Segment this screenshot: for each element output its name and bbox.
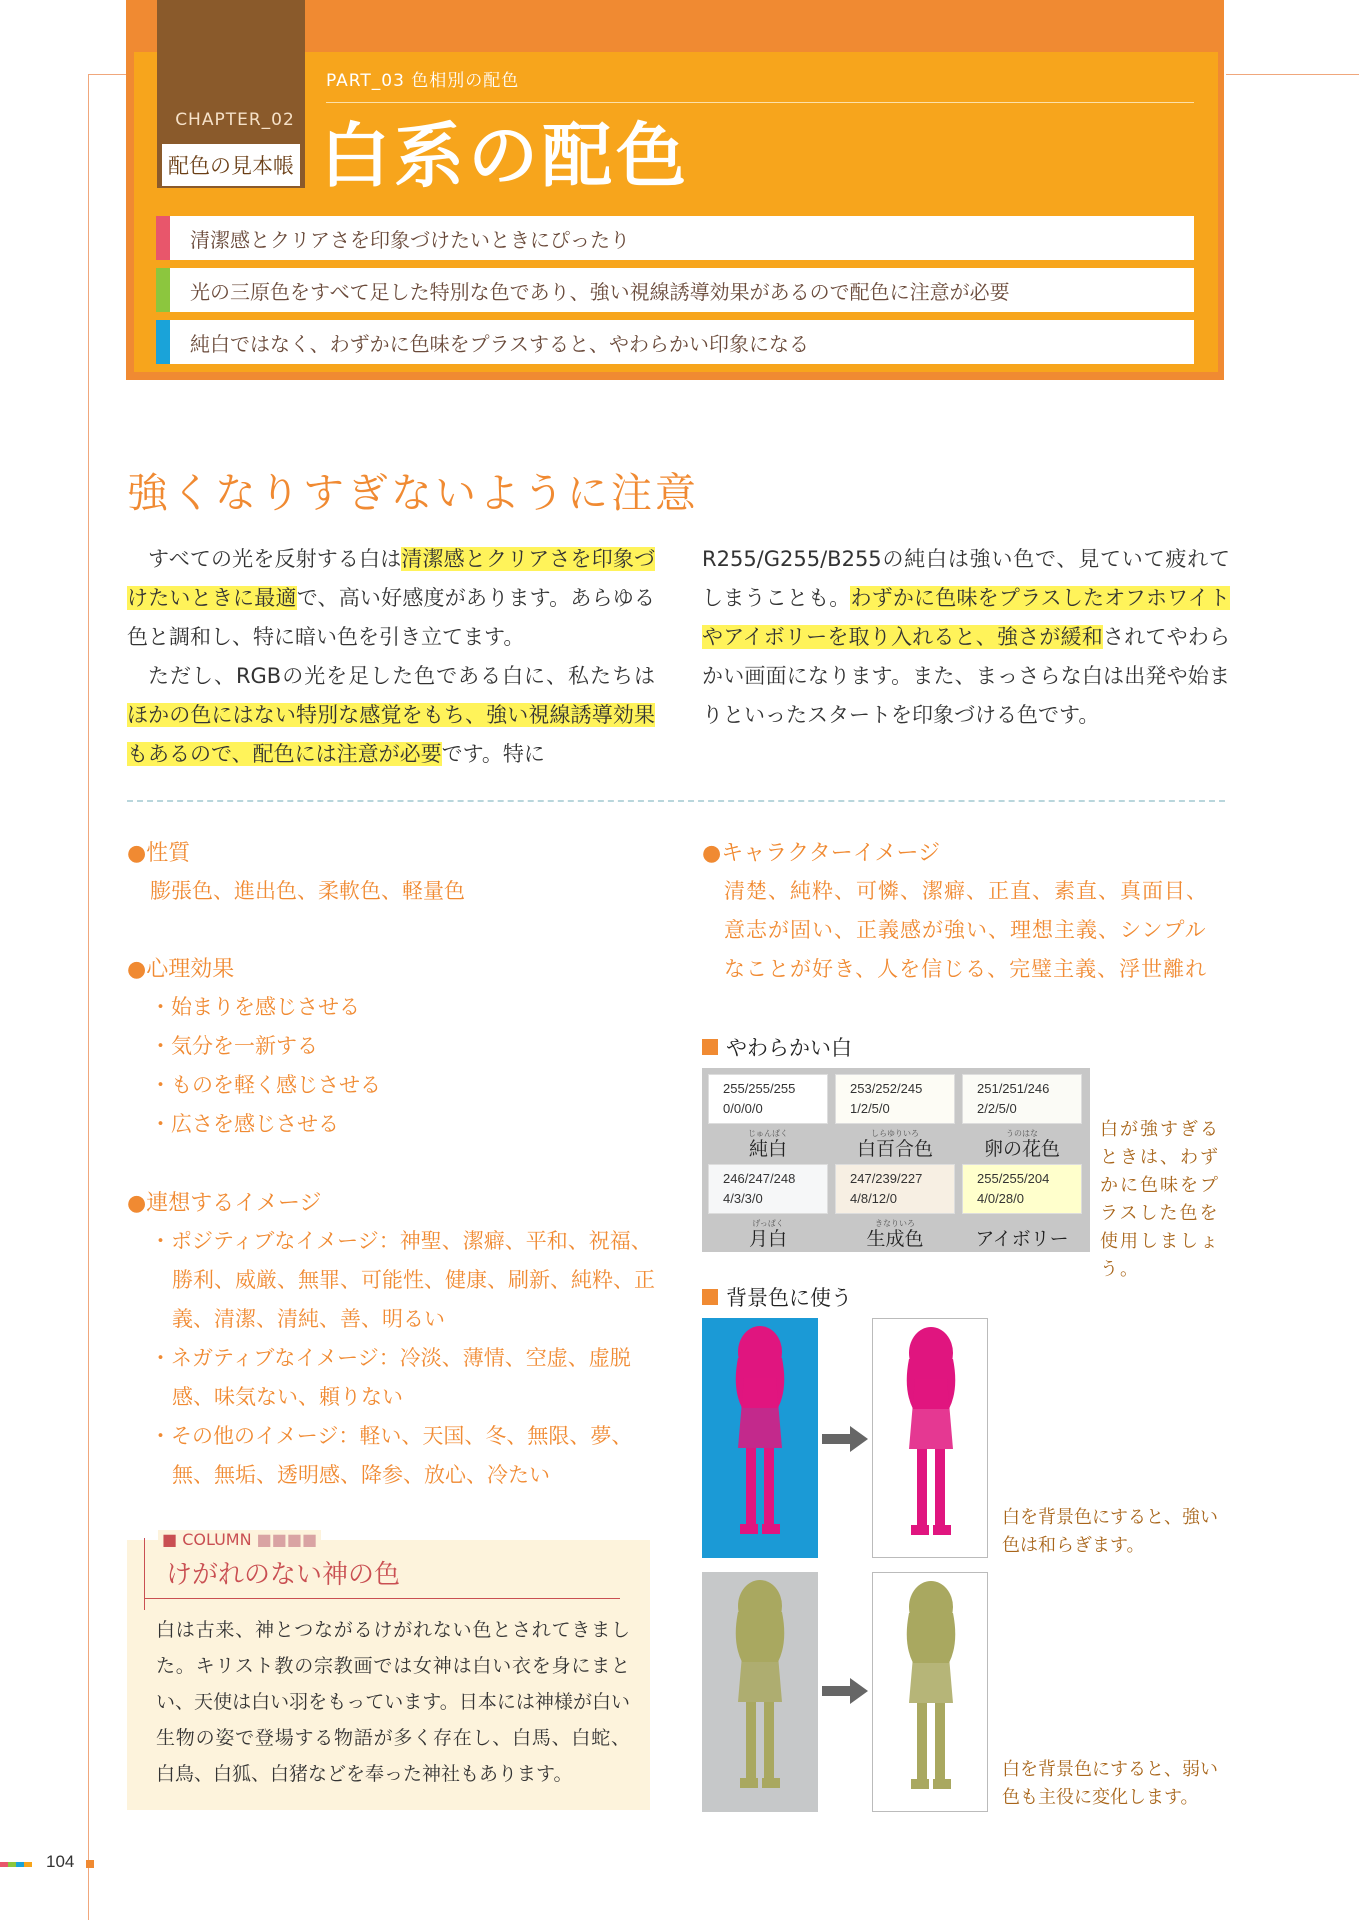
square-icon xyxy=(702,1289,718,1305)
swatch-cmyk: 4/0/28/0 xyxy=(977,1191,1024,1206)
swatch-name: 月白 xyxy=(748,1228,787,1250)
highlight: ほかの色にはない特別な感覚をもち、強い視線誘導効果もあるので、配色には注意が必要 xyxy=(127,703,655,766)
soft-white-note: 白が強すぎるときは、わずかに色味をプラスした色を使用しましょう。 xyxy=(1100,1119,1220,1280)
swatch-name: 純白 xyxy=(748,1138,787,1160)
swatch-ruby: げっぱく xyxy=(752,1219,784,1228)
character-title: ●キャラクターイメージ xyxy=(702,841,941,866)
list-item: ・ネガティブなイメージ：冷淡、薄情、空虚、虚脱感、味気ない、頼りない xyxy=(150,1346,631,1409)
column-title: けがれのない神の色 xyxy=(166,1560,401,1590)
character-text: 清楚、純粋、可憐、潔癖、正直、素直、真面目、意志が固い、正義感が強い、理想主義、シンプルなことが好き、人を信じる、完璧主義、浮世離れ xyxy=(724,879,1208,981)
column-tag-text: COLUMN xyxy=(182,1530,252,1549)
assoc-list xyxy=(150,1222,672,1495)
chapter-label: CHAPTER_02 xyxy=(175,110,295,130)
figure-white-background xyxy=(872,1318,988,1558)
part-divider xyxy=(326,102,1194,103)
list-item: ・ポジティブなイメージ：神聖、潔癖、平和、祝福、勝利、威厳、無罪、可能性、健康、刷新、純粋、正義、清潔、清純、善、明るい xyxy=(150,1229,655,1331)
key-point-text: 純白ではなく、わずかに色味をプラスすると、やわらかい印象になる xyxy=(190,331,809,356)
swatch-rgb: 247/239/227 xyxy=(850,1171,923,1186)
squares-icon: ■■■■ xyxy=(251,1530,318,1549)
swatch-cmyk: 2/2/5/0 xyxy=(977,1101,1017,1116)
swatch xyxy=(962,1074,1082,1124)
highlight: わずかに色味をプラスしたオフホワイトやアイボリーを取り入れると、強さが緩和 xyxy=(702,586,1231,649)
psych-list xyxy=(150,988,381,1144)
margin-rule-vertical xyxy=(88,74,89,1920)
section-heading: 強くなりすぎないように注意 xyxy=(127,469,699,517)
psych-title: ●心理効果 xyxy=(127,957,235,982)
body-left xyxy=(127,540,655,774)
text: R255/G255/B255の純白は強い色で、見ていて疲れてしまうことも。 xyxy=(702,547,1230,610)
column-rule xyxy=(144,1598,620,1599)
swatch-cmyk: 4/3/3/0 xyxy=(723,1191,763,1206)
figure-blue-background xyxy=(702,1318,818,1558)
key-point-text: 光の三原色をすべて足した特別な色であり、強い視線誘導効果があるので配色に注意が必要 xyxy=(190,279,1010,304)
swatch-ruby: きなりいろ xyxy=(875,1219,915,1228)
page-number: 104 xyxy=(46,1852,75,1871)
swatch-rgb: 253/252/245 xyxy=(850,1081,923,1096)
key-point-stripe xyxy=(156,320,170,364)
swatch-panel xyxy=(702,1068,1090,1252)
page-marker xyxy=(86,1860,94,1868)
paragraph-2 xyxy=(127,657,655,774)
swatch xyxy=(962,1164,1082,1214)
key-point-stripe xyxy=(156,268,170,312)
swatch-ruby: しらゆりいろ xyxy=(871,1129,919,1138)
margin-rule-right xyxy=(1226,74,1359,75)
swatch xyxy=(835,1074,955,1124)
column-rule-vertical xyxy=(144,1538,145,1610)
section-divider xyxy=(127,800,1225,802)
swatch-cmyk: 4/8/12/0 xyxy=(850,1191,897,1206)
arrow-right-icon xyxy=(822,1678,868,1704)
properties-text: 膨張色、進出色、柔軟色、軽量色 xyxy=(150,879,465,903)
highlight: 清潔感とクリアさを印象づけたいときに最適 xyxy=(127,547,655,610)
swatch-rgb: 255/255/204 xyxy=(977,1171,1050,1186)
swatch-name: 卵の花色 xyxy=(983,1138,1060,1160)
chapter-title: 配色の見本帳 xyxy=(160,142,302,188)
background-title-text: 背景色に使う xyxy=(726,1286,852,1310)
part-label: PART_03 色相別の配色 xyxy=(326,71,520,91)
page-title: 白系の配色 xyxy=(320,115,690,197)
background-note-2: 白を背景色にすると、弱い色も主役に変化します。 xyxy=(1002,1759,1218,1808)
text: されてやわらかい画面になります。また、まっさらな白は出発や始まりといったスタートを印象づける色です。 xyxy=(702,625,1231,727)
swatch-name: 白百合色 xyxy=(856,1138,933,1160)
swatch xyxy=(708,1074,828,1124)
background-note-1: 白を背景色にすると、強い色は和らぎます。 xyxy=(1002,1507,1218,1556)
margin-rule-left xyxy=(88,74,126,75)
key-point-2 xyxy=(156,268,1194,312)
paragraph-1 xyxy=(127,540,655,657)
swatch xyxy=(708,1164,828,1214)
swatch-name: 生成色 xyxy=(866,1228,924,1250)
text: ただし、RGBの光を足した色である白に、私たちは xyxy=(148,664,655,688)
figure-white-background-2 xyxy=(872,1572,988,1812)
list-item: ・始まりを感じさせる xyxy=(150,995,360,1019)
figure-gray-background xyxy=(702,1572,818,1812)
column-text: 白は古来、神とつながるけがれない色とされてきました。キリスト教の宗教画では女神は白い衣を身にまとい、天使は白い羽をもっています。日本には神様が白い生物の姿で登場する物語が多く存在し、白馬、白蛇、白鳥、白狐、白猪などを奉った神社もあります。 xyxy=(156,1619,630,1785)
column-tag xyxy=(158,1530,321,1549)
text: で、高い好感度があります。あらゆる色と調和し、特に暗い色を引き立てます。 xyxy=(127,586,655,649)
properties-title: ●性質 xyxy=(127,841,191,866)
swatch-rgb: 246/247/248 xyxy=(723,1171,796,1186)
arrow-right-icon xyxy=(822,1426,868,1452)
list-item: ・気分を一新する xyxy=(150,1034,318,1058)
assoc-title: ●連想するイメージ xyxy=(127,1191,322,1216)
swatch-ruby: うのはな xyxy=(1006,1129,1038,1138)
swatch-ruby: じゅんぱく xyxy=(748,1129,788,1138)
swatch xyxy=(835,1164,955,1214)
key-point-1 xyxy=(156,216,1194,260)
body-right xyxy=(702,540,1230,735)
swatch-cmyk: 0/0/0/0 xyxy=(723,1101,763,1116)
square-icon xyxy=(702,1039,718,1055)
swatch-rgb: 251/251/246 xyxy=(977,1081,1050,1096)
swatch-rgb: 255/255/255 xyxy=(723,1081,796,1096)
text: です。特に xyxy=(441,742,545,766)
square-icon: ■ xyxy=(162,1530,183,1549)
soft-white-title-text: やわらかい白 xyxy=(726,1036,852,1060)
page-color-bar xyxy=(0,1862,32,1867)
swatch-name: アイボリー xyxy=(975,1228,1069,1250)
key-point-text: 清潔感とクリアさを印象づけたいときにぴったり xyxy=(190,227,630,252)
list-item: ・その他のイメージ：軽い、天国、冬、無限、夢、無、無垢、透明感、降参、放心、冷たい xyxy=(150,1424,633,1487)
key-point-stripe xyxy=(156,216,170,260)
list-item: ・広さを感じさせる xyxy=(150,1112,339,1136)
text: すべての光を反射する白は xyxy=(148,547,402,571)
soft-white-title xyxy=(702,1032,852,1062)
key-point-3 xyxy=(156,320,1194,364)
list-item: ・ものを軽く感じさせる xyxy=(150,1073,381,1097)
background-title xyxy=(702,1282,852,1312)
swatch-cmyk: 1/2/5/0 xyxy=(850,1101,890,1116)
